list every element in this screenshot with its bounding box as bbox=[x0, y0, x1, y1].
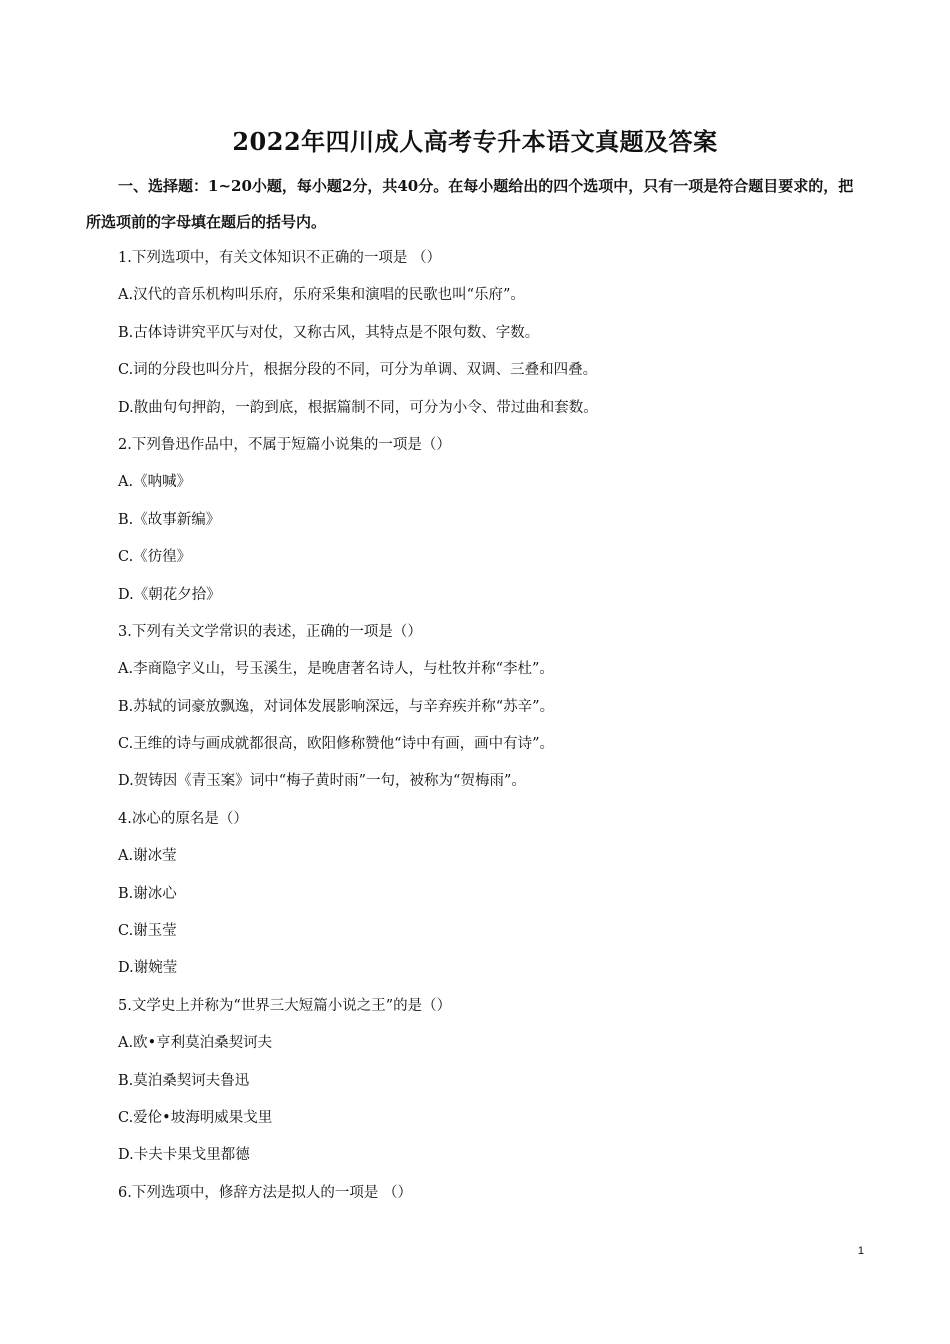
answer-option: D.《朝花夕拾》 bbox=[118, 586, 221, 603]
question-stem: 2.下列鲁迅作品中，不属于短篇小说集的一项是（） bbox=[118, 436, 451, 453]
page-number: 1 bbox=[857, 1245, 864, 1257]
question-stem: 4.冰心的原名是（） bbox=[118, 810, 248, 827]
answer-option: B.莫泊桑契诃夫鲁迅 bbox=[118, 1072, 250, 1089]
question-stem: 5.文学史上并称为“世界三大短篇小说之王”的是（） bbox=[118, 997, 452, 1014]
answer-option: D.散曲句句押韵，一韵到底，根据篇制不同，可分为小令、带过曲和套数。 bbox=[118, 399, 598, 416]
answer-option: C.王维的诗与画成就都很高，欧阳修称赞他“诗中有画，画中有诗”。 bbox=[118, 736, 555, 753]
answer-option: B.《故事新编》 bbox=[118, 511, 221, 528]
answer-option: B.古体诗讲究平仄与对仗，又称古风，其特点是不限句数、字数。 bbox=[118, 324, 540, 341]
answer-option: C.《彷徨》 bbox=[118, 549, 192, 566]
answer-option: A.欧•亨利莫泊桑契诃夫 bbox=[118, 1035, 273, 1052]
answer-option: A.谢冰莹 bbox=[118, 848, 177, 865]
answer-option: A.汉代的音乐机构叫乐府，乐府采集和演唱的民歌也叫“乐府”。 bbox=[118, 287, 525, 304]
section-instructions: 一、选择题：1~20小题，每小题2分，共40分。在每小题给出的四个选项中，只有一项是符合题目要求的，把所选项前的字母填在题后的括号内。 bbox=[86, 177, 854, 231]
question-stem: 1.下列选项中，有关文体知识不正确的一项是 （） bbox=[118, 250, 441, 266]
answer-option: D.谢婉莹 bbox=[118, 960, 178, 977]
document-title: 2022年四川成人高考专升本语文真题及答案 bbox=[232, 127, 718, 156]
question-stem: 6.下列选项中，修辞方法是拟人的一项是 （） bbox=[118, 1184, 412, 1201]
question-list bbox=[118, 243, 878, 1215]
answer-option: C.词的分段也叫分片，根据分段的不同，可分为单调、双调、三叠和四叠。 bbox=[118, 362, 598, 379]
answer-option: C.谢玉莹 bbox=[118, 923, 177, 940]
answer-option: B.谢冰心 bbox=[118, 885, 177, 902]
answer-option: B.苏轼的词豪放飘逸，对词体发展影响深远，与辛弃疾并称“苏辛”。 bbox=[118, 698, 555, 715]
question-stem: 3.下列有关文学常识的表述，正确的一项是（） bbox=[118, 623, 422, 640]
answer-option: A.《呐喊》 bbox=[118, 474, 192, 491]
answer-option: C.爱伦•坡海明威果戈里 bbox=[118, 1109, 273, 1126]
answer-option: D.卡夫卡果戈里都德 bbox=[118, 1147, 250, 1164]
answer-option: A.李商隐字义山，号玉溪生，是晚唐著名诗人，与杜牧并称“李杜”。 bbox=[118, 661, 554, 678]
answer-option: D.贺铸因《青玉案》词中“梅子黄时雨”一句，被称为“贺梅雨”。 bbox=[118, 773, 526, 790]
